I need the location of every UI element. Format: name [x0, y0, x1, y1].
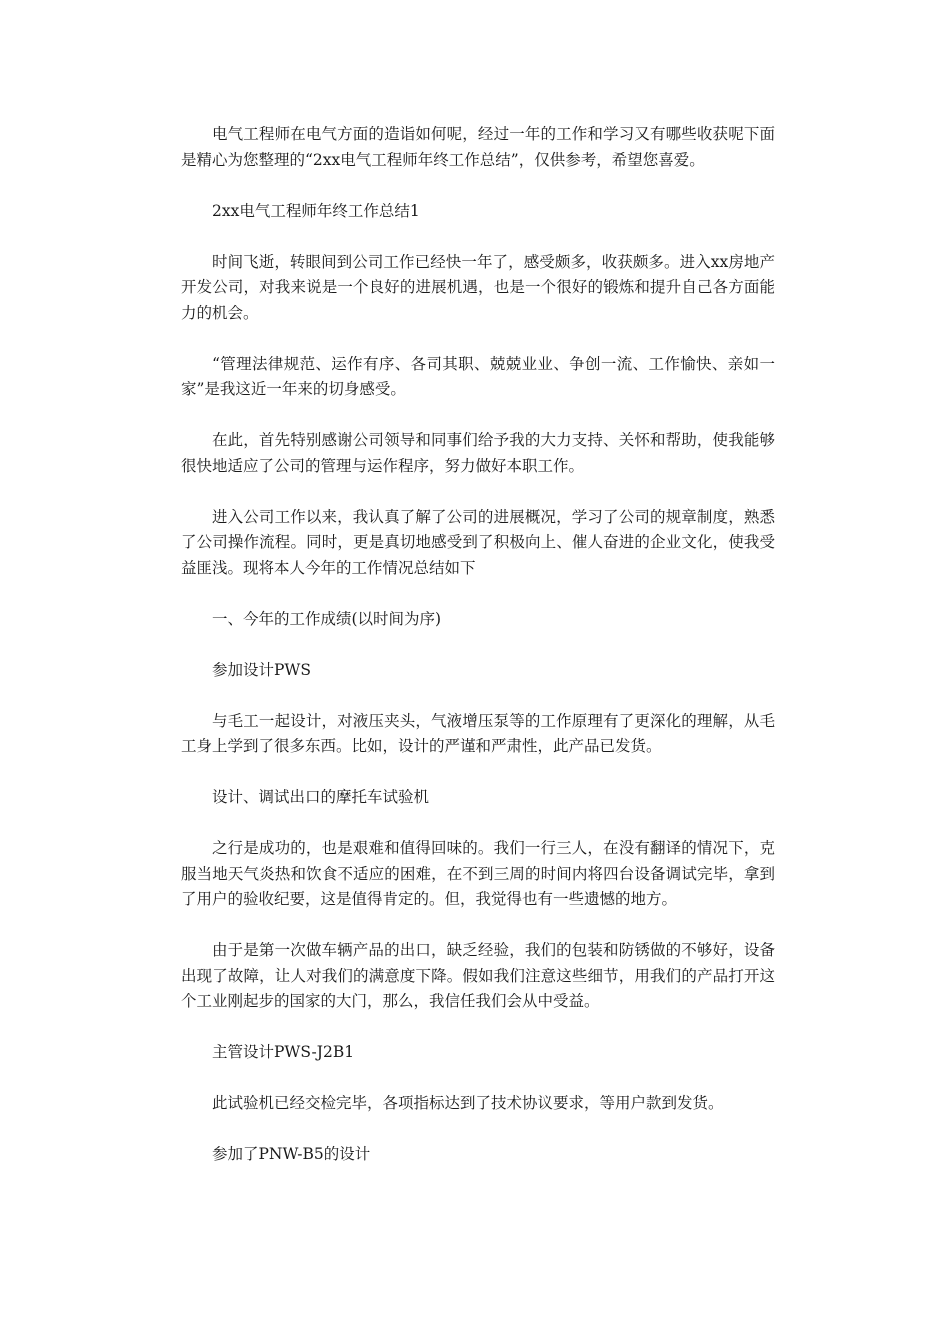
body-paragraph: 之行是成功的，也是艰难和值得回味的。我们一行三人，在没有翻译的情况下，克服当地天气炎热和饮食不适应的困难，在不到三周的时间内将四台设备调试完毕，拿到了用户的验收纪要，这是值得肯定的。但，我觉得也有一些遗憾的地方。	[181, 839, 775, 908]
item-heading: 参加设计PWS	[212, 660, 311, 679]
intro-paragraph: 电气工程师在电气方面的造诣如何呢，经过一年的工作和学习又有哪些收获呢下面是精心为您整理的“2xx电气工程师年终工作总结”，仅供参考，希望您喜爱。	[181, 125, 775, 169]
section-heading: 2xx电气工程师年终工作总结1	[212, 201, 420, 220]
body-paragraph: 此试验机已经交检完毕，各项指标达到了技术协议要求，等用户款到发货。	[212, 1094, 724, 1112]
body-paragraph: 进入公司工作以来，我认真了解了公司的进展概况，学习了公司的规章制度，熟悉了公司操作流程。同时，更是真切地感受到了积极向上、催人奋进的企业文化，使我受益匪浅。现将本人今年的工作情况总结如下	[181, 507, 775, 577]
body-paragraph: 与毛工一起设计，对液压夹头，气液增压泵等的工作原理有了更深化的理解，从毛工身上学到了很多东西。比如，设计的严谨和严肃性，此产品已发货。	[181, 711, 775, 755]
item-heading: 设计、调试出口的摩托车试验机	[212, 788, 430, 806]
body-paragraph: “管理法律规范、运作有序、各司其职、兢兢业业、争创一流、工作愉快、亲如一家”是我这近一年来的切身感受。	[181, 354, 775, 398]
body-paragraph: 时间飞逝，转眼间到公司工作已经快一年了，感受颇多，收获颇多。进入xx房地产开发公司，对我来说是一个良好的进展机遇，也是一个很好的锻炼和提升自己各方面能力的机会。	[181, 252, 775, 322]
body-paragraph: 在此，首先特别感谢公司领导和同事们给予我的大力支持、关怀和帮助，使我能够很快地适应了公司的管理与运作程序，努力做好本职工作。	[181, 431, 775, 475]
subsection-heading: 一、今年的工作成绩(以时间为序)	[212, 609, 442, 628]
document-body	[181, 122, 775, 1193]
item-heading: 主管设计PWS-J2B1	[212, 1043, 355, 1061]
item-heading: 参加了PNW-B5的设计	[212, 1145, 371, 1163]
body-paragraph: 由于是第一次做车辆产品的出口，缺乏经验，我们的包装和防锈做的不够好，设备出现了故障，让人对我们的满意度下降。假如我们注意这些细节，用我们的产品打开这个工业刚起步的国家的大门，那么，我信任我们会从中受益。	[181, 941, 775, 1010]
